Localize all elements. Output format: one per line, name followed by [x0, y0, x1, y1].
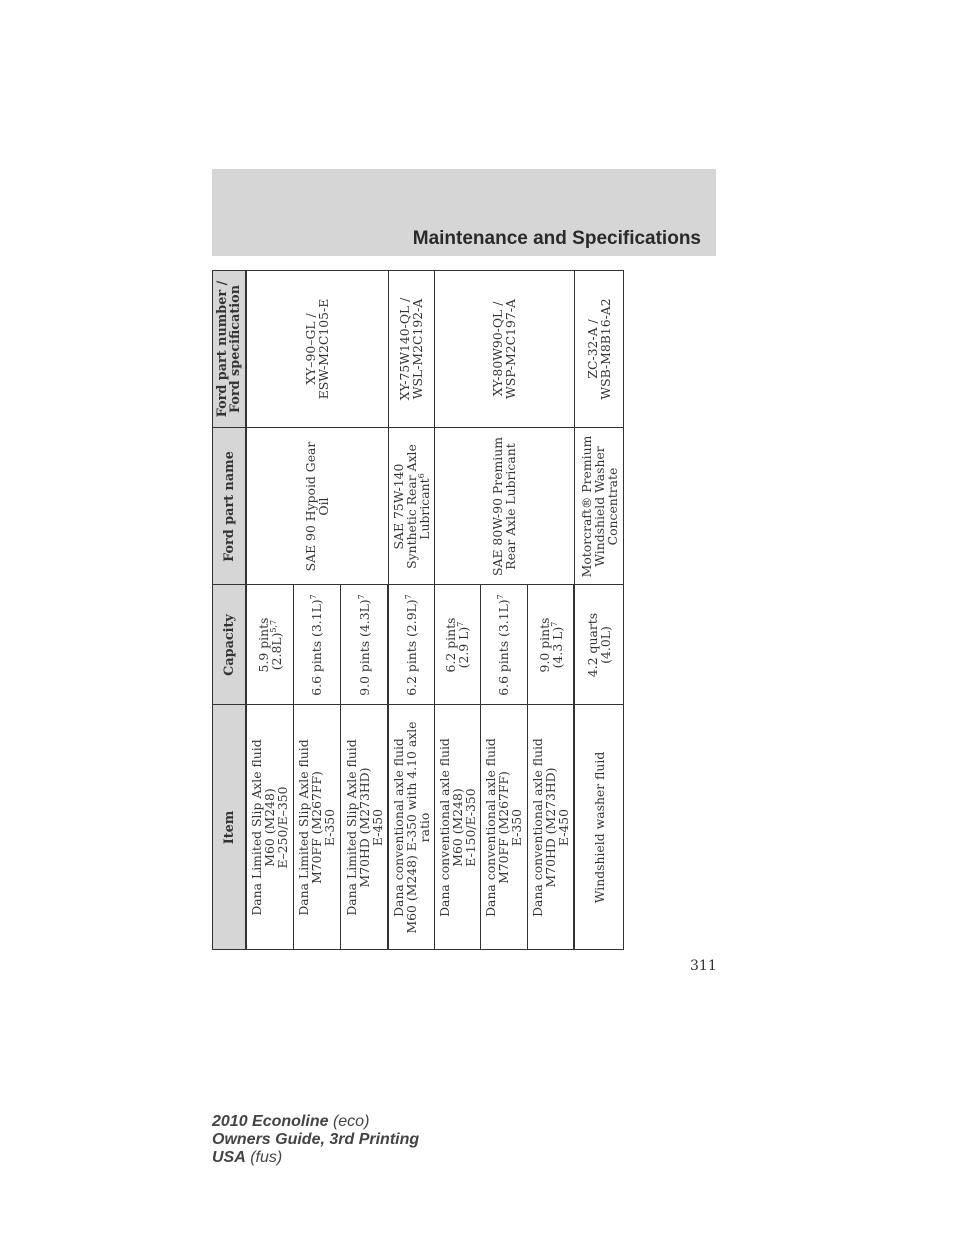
capacity-cell: 6.2 pints (2.9 L)$^7$: [443, 617, 471, 673]
footer-line-model: 2010 Econoline (eco): [212, 1113, 370, 1130]
section-header-band: [212, 169, 716, 256]
item-cell: Dana conventional axle fluid M70HD (M273HD) E-450: [530, 738, 571, 917]
item-cell: Dana Limited Slip Axle fluid M60 (M248) E–250/E–350: [249, 739, 290, 916]
group-separator-thick: [573, 585, 575, 950]
section-title: Maintenance and Specifications: [412, 228, 701, 249]
capacity-cell: 6.6 pints $(3.1L)^7$: [495, 594, 511, 696]
part-name-cell: SAE 75W-140 Synthetic Rear Axle Lubricant$^6$: [390, 444, 432, 569]
part-name-cell: SAE 90 Hypoid Gear Oil: [303, 441, 331, 572]
capacity-cell: 9.0 pints $(4.3L)^7$: [356, 594, 372, 696]
item-cell: Dana conventional axle fluid M70FF (M267FF) E-350: [483, 738, 524, 917]
part-number-cell: XY–90–GL / ESW-M2C105-E: [303, 298, 331, 400]
capacity-cell: 6.6 pints $(3.1L)^7$: [308, 594, 324, 696]
header-capacity: Capacity: [221, 614, 237, 676]
document-footer: [212, 1113, 419, 1167]
capacity-cell: 5.9 pints $(2.8L)^{5,7}$: [255, 617, 284, 673]
header-part-name: Ford part name: [221, 451, 237, 562]
part-number-cell: XY-80W90-QL / WSP-M2C197-A: [490, 299, 518, 399]
part-number-cell: XY-75W140-QL / WSL-M2C192-A: [397, 297, 425, 401]
item-cell: Dana Limited Slip Axle fluid M70HD (M273HD) E-450: [343, 739, 385, 916]
item-cell: Dana Limited Slip Axle fluid M70FF (M267FF) E-350: [296, 739, 337, 916]
part-name-cell: Motorcraft® Premium Windshield Washer Concentrate: [578, 435, 620, 578]
footer-line-guide: Owners Guide, 3rd Printing: [212, 1131, 420, 1148]
capacity-cell: 4.2 quarts (4.0L): [585, 612, 613, 678]
header-item: Item: [221, 810, 237, 845]
rotated-table: [212, 270, 624, 950]
item-cell: Windshield washer fluid: [591, 751, 607, 904]
fluid-specification-table: [212, 270, 624, 950]
part-name-cell: SAE 80W-90 Premium Rear Axle Lubricant: [490, 437, 518, 576]
footer-line-region: USA (fus): [212, 1149, 283, 1166]
capacity-cell: 6.2 pints $(2.9L)^7$: [403, 594, 419, 696]
capacity-cell: 9.0 pints (4.3 L)$^7$: [536, 617, 565, 673]
group-separator-thick: [387, 585, 389, 950]
header-part-number: Ford part number / Ford specification: [215, 280, 243, 418]
item-cell: Dana conventional axle fluid M60 (M248) E-150/E-350: [436, 738, 478, 917]
page-number: 311: [690, 958, 717, 974]
part-number-cell: ZC-32-A / WSB-M8B16-A2: [585, 298, 613, 400]
item-cell: Dana conventional axle fluid M60 (M248) E-350 with 4.10 axle ratio: [390, 721, 432, 934]
